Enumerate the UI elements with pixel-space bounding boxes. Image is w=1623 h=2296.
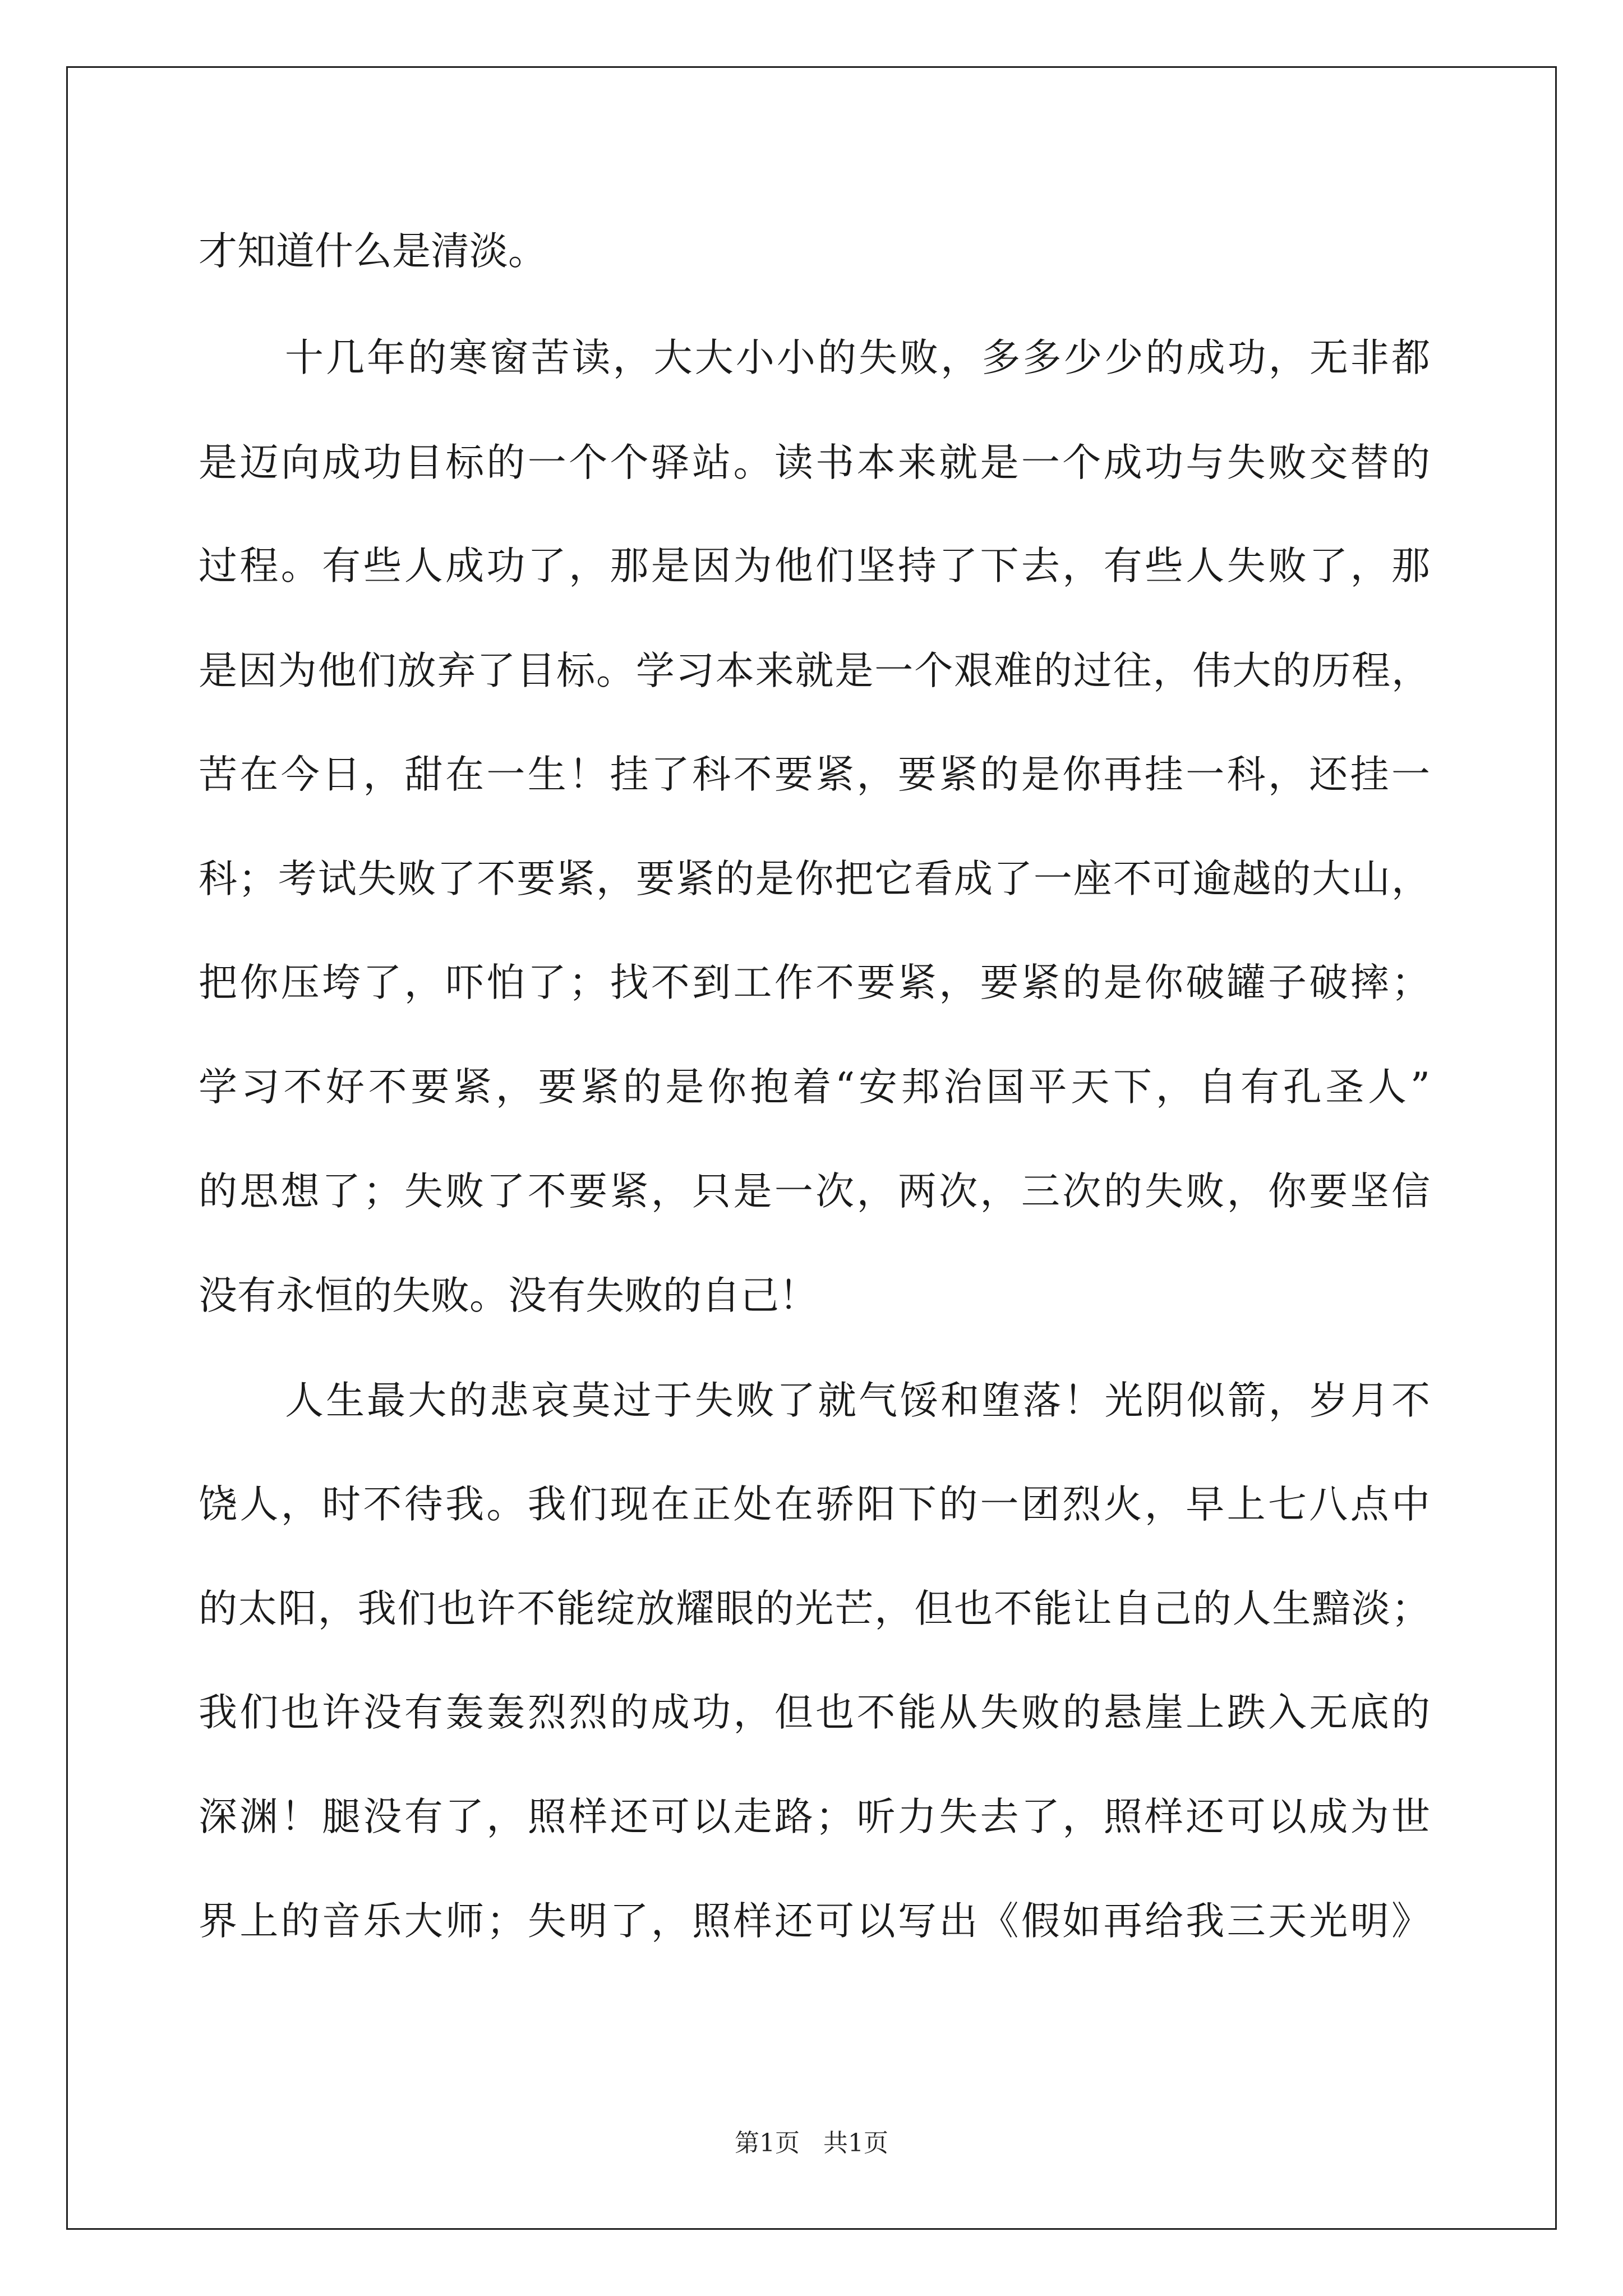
- paragraph-first-line: 人生最大的悲哀莫过于失败了就气馁和堕落！光阴似箭，岁月不: [285, 1378, 1430, 1423]
- text-line: 没有永恒的失败。没有失败的自己！: [199, 1273, 818, 1318]
- text-line: 科；考试失败了不要紧，要紧的是你把它看成了一座不可逾越的大山，: [199, 857, 1430, 901]
- text-line: 学习不好不要紧，要紧的是你抱着“安邦治国平天下，自有孔圣人”: [199, 1065, 1430, 1110]
- text-line: 是迈向成功目标的一个个驿站。读书本来就是一个成功与失败交替的: [199, 440, 1430, 485]
- text-line: 我们也许没有轰轰烈烈的成功，但也不能从失败的悬崖上跌入无底的: [199, 1690, 1430, 1735]
- text-line: 才知道什么是清淡。: [199, 229, 547, 274]
- text-line: 苦在今日，甜在一生！挂了科不要紧，要紧的是你再挂一科，还挂一: [199, 752, 1430, 797]
- text-line: 的太阳，我们也许不能绽放耀眼的光芒，但也不能让自己的人生黯淡；: [199, 1586, 1430, 1631]
- text-line: 的思想了；失败了不要紧，只是一次，两次，三次的失败，你要坚信: [199, 1169, 1430, 1214]
- text-line: 界上的音乐大师；失明了，照样还可以写出《假如再给我三天光明》: [199, 1899, 1430, 1944]
- text-line: 是因为他们放弃了目标。学习本来就是一个艰难的过往，伟大的历程，: [199, 648, 1430, 693]
- text-line: 饶人，时不待我。我们现在正处在骄阳下的一团烈火，早上七八点中: [199, 1482, 1430, 1527]
- text-line: 过程。有些人成功了，那是因为他们坚持了下去，有些人失败了，那: [199, 544, 1430, 588]
- text-line: 把你压垮了，吓怕了；找不到工作不要紧，要紧的是你破罐子破摔；: [199, 960, 1430, 1005]
- paragraph-first-line: 十几年的寒窗苦读，大大小小的失败，多多少少的成功，无非都: [285, 335, 1430, 380]
- text-line: 深渊！腿没有了，照样还可以走路；听力失去了，照样还可以成为世: [199, 1795, 1430, 1839]
- page-number-footer: 第1页 共1页: [735, 2129, 888, 2157]
